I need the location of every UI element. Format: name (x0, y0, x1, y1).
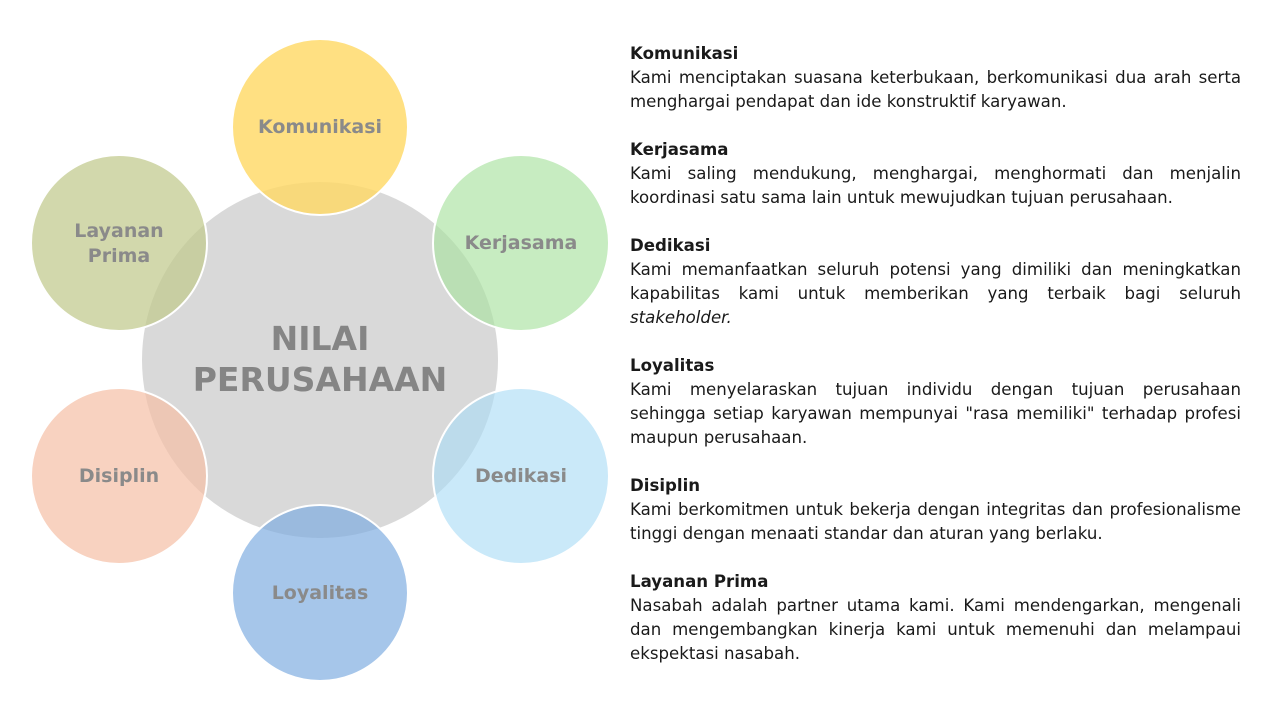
value-item-kerjasama (630, 138, 1241, 210)
center-title-line1: NILAI (270, 319, 370, 358)
value-description (630, 162, 1241, 210)
circle-disiplin (31, 388, 207, 564)
value-description-text: Kami saling mendukung, menghargai, menghormati dan menjalin koordinasi satu sama lain untuk mewujudkan tujuan perusahaan. (630, 164, 1241, 207)
value-title: Disiplin (630, 476, 701, 495)
center-title-line2: PERUSAHAAN (192, 360, 448, 399)
value-description (630, 594, 1241, 666)
value-title: Loyalitas (630, 356, 715, 375)
values-description-list (630, 42, 1241, 690)
value-description (630, 258, 1241, 330)
circle-loyalitas-label: Loyalitas (271, 582, 369, 604)
value-title: Komunikasi (630, 44, 739, 63)
circle-layanan-prima-label-line1: Layanan (74, 220, 164, 242)
circle-dedikasi (433, 388, 609, 564)
circle-kerjasama-label: Kerjasama (464, 232, 578, 254)
circle-disiplin-label: Disiplin (78, 465, 160, 487)
circle-layanan-prima-shape (31, 155, 207, 331)
value-item-komunikasi (630, 42, 1241, 114)
circle-layanan-prima (31, 155, 207, 331)
value-description (630, 378, 1241, 450)
value-description (630, 498, 1241, 546)
value-title: Kerjasama (630, 140, 729, 159)
value-item-dedikasi (630, 234, 1241, 330)
circle-layanan-prima-label-line2: Prima (87, 245, 151, 267)
value-description-text: Kami berkomitmen untuk bekerja dengan integritas dan profesionalisme tinggi dengan menaati standar dan aturan yang berlaku. (630, 500, 1241, 543)
circle-loyalitas (232, 505, 408, 681)
value-item-disiplin (630, 474, 1241, 546)
value-title: Layanan Prima (630, 572, 769, 591)
circle-komunikasi-label: Komunikasi (257, 116, 383, 138)
value-description (630, 66, 1241, 114)
value-item-loyalitas (630, 354, 1241, 450)
value-description-text: Kami menciptakan suasana keterbukaan, berkomunikasi dua arah serta menghargai pendapat dan ide konstruktif karyawan. (630, 68, 1241, 111)
value-title: Dedikasi (630, 236, 711, 255)
circle-kerjasama (433, 155, 609, 331)
value-description-emphasis: stakeholder. (630, 308, 732, 327)
value-description-text: Nasabah adalah partner utama kami. Kami mendengarkan, mengenali dan mengembangkan kinerja kami untuk memenuhi dan melampaui ekspektasi nasabah. (630, 596, 1241, 663)
circle-dedikasi-label: Dedikasi (474, 465, 568, 487)
circle-komunikasi (232, 39, 408, 215)
value-description-text: Kami menyelaraskan tujuan individu dengan tujuan perusahaan sehingga setiap karyawan mempunyai "rasa memiliki" terhadap profesi maupun perusahaan. (630, 380, 1241, 447)
value-description-text: Kami memanfaatkan seluruh potensi yang dimiliki dan meningkatkan kapabilitas kami untuk memberikan yang terbaik bagi seluruh (630, 260, 1241, 303)
value-item-layanan-prima (630, 570, 1241, 666)
